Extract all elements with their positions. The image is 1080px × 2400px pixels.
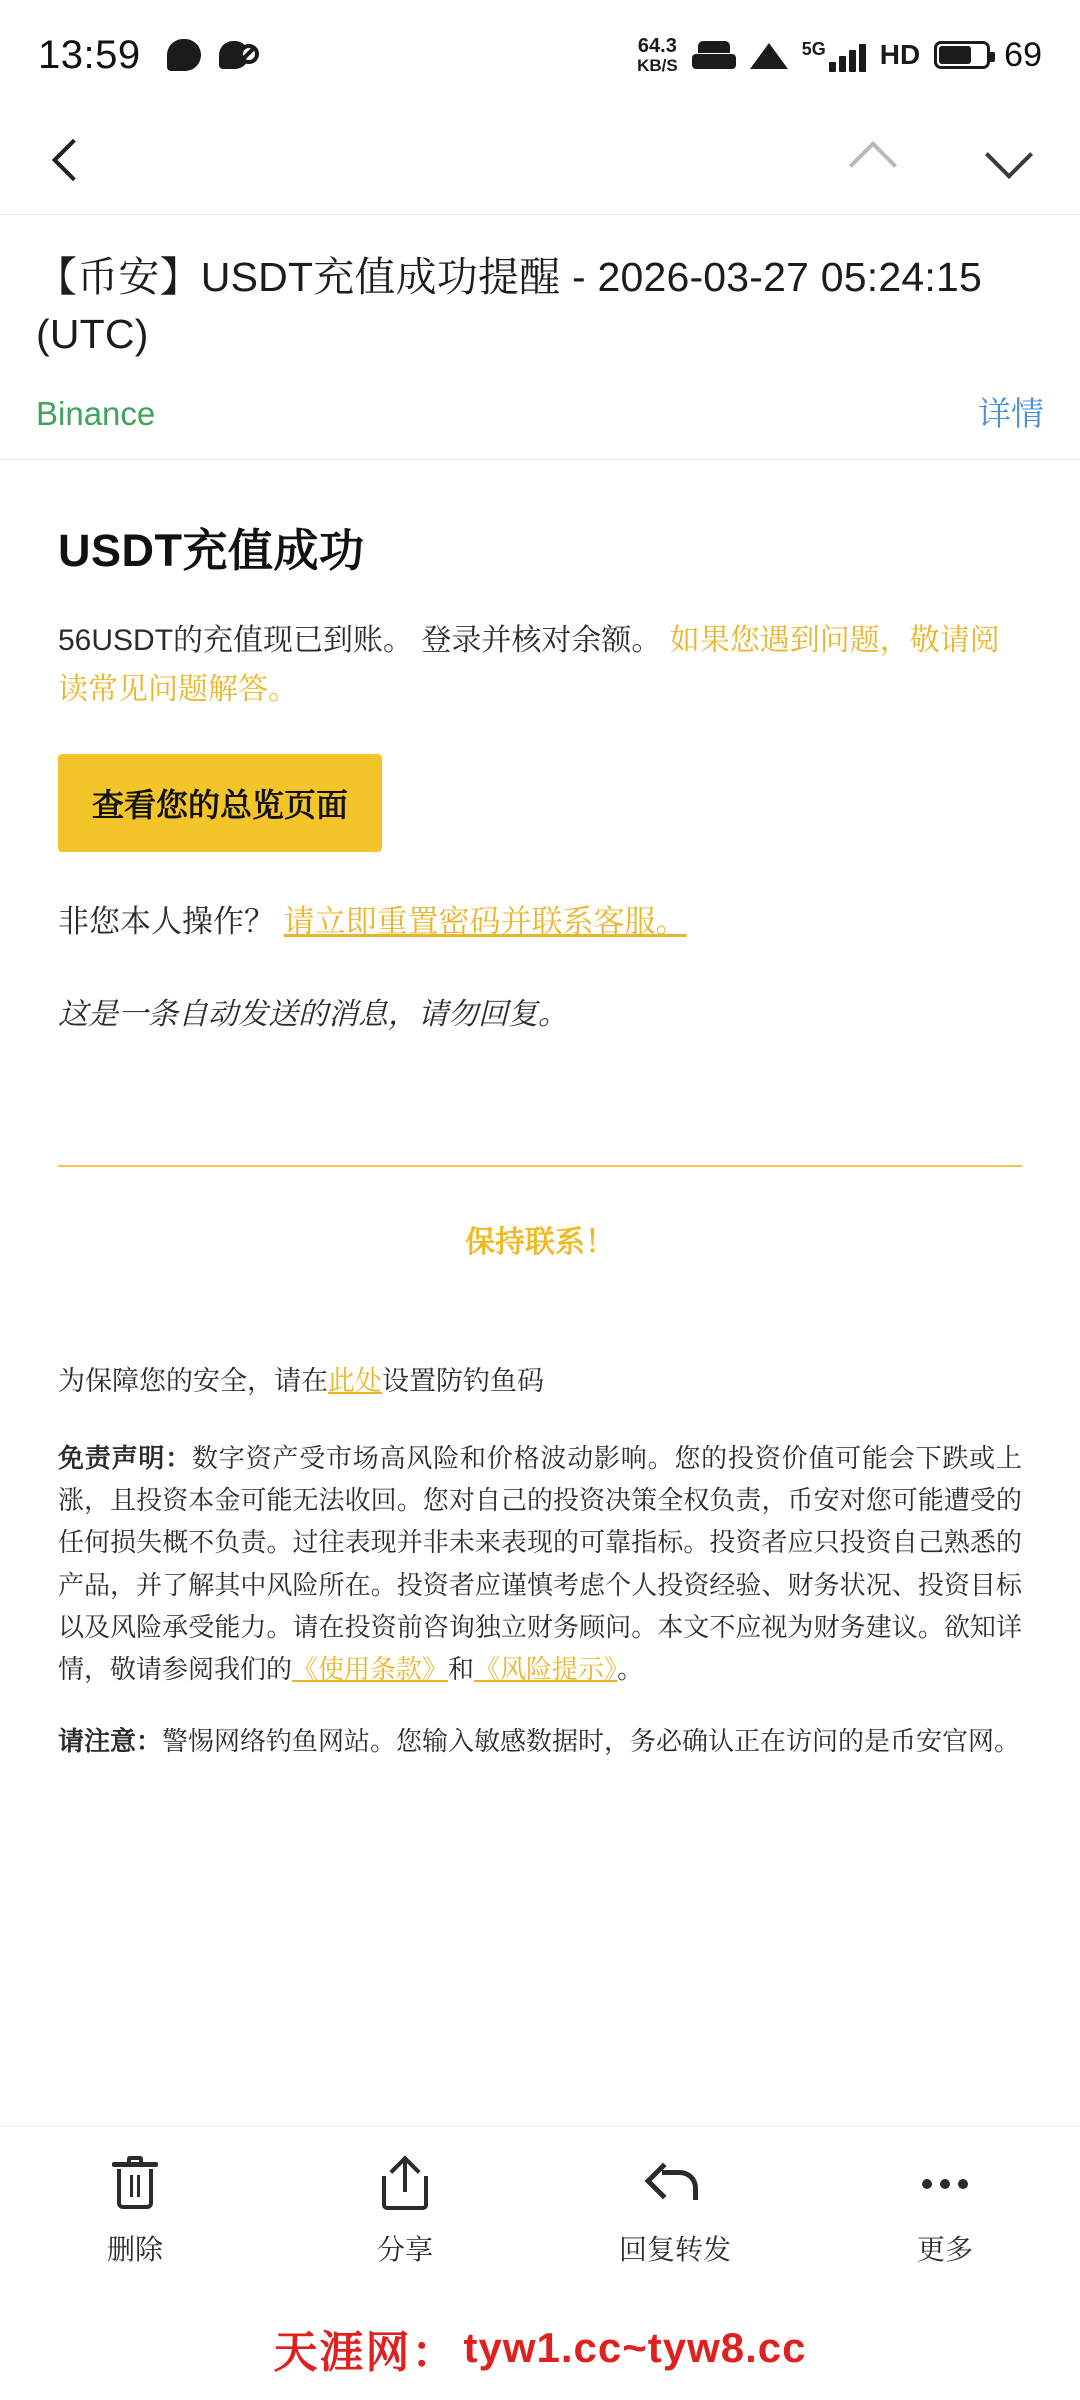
disclaimer-end: 。 — [617, 1653, 644, 1684]
network-speed-value: 64.3 — [637, 34, 677, 57]
network-speed-unit: KB/S — [637, 55, 678, 75]
status-notification-icons — [167, 38, 259, 72]
mute-notification-icon — [219, 38, 259, 72]
share-icon — [378, 2156, 432, 2212]
overview-cta-button[interactable]: 查看您的总览页面 — [58, 754, 382, 852]
more-icon — [918, 2156, 972, 2212]
battery-icon — [934, 41, 990, 69]
nav-bar — [0, 110, 1080, 215]
previous-mail-button[interactable] — [844, 142, 902, 182]
next-mail-button[interactable] — [980, 142, 1038, 182]
share-button[interactable] — [270, 2156, 540, 2268]
status-right-group — [637, 36, 1042, 75]
faq-link[interactable]: 如果您遇到问题，敬请阅读常见问题解答。 — [58, 624, 1000, 706]
anti-phishing-link[interactable]: 此处 — [328, 1366, 382, 1397]
hd-label: HD — [879, 39, 921, 70]
mail-header — [0, 215, 1080, 459]
section-divider — [58, 1165, 1022, 1167]
mail-subject: 【币安】USDT充值成功提醒 - 2026-03-27 05:24:15 (UTC) — [36, 254, 982, 357]
watermark — [0, 2296, 1080, 2400]
status-time: 13:59 — [38, 32, 141, 77]
deposit-text: 56USDT的充值现已到账。 登录并核对余额。 — [58, 624, 670, 658]
mail-sender[interactable]: Binance — [36, 395, 156, 433]
notice-text: 警惕网络钓鱼网站。您输入敏感数据时，务必确认正在访问的是币安官网。 — [162, 1725, 1021, 1756]
delete-label: 删除 — [106, 2233, 163, 2265]
battery-percent: 69 — [1004, 35, 1042, 74]
risk-warning-link[interactable]: 《风险提示》 — [474, 1653, 618, 1684]
reply-forward-button[interactable] — [540, 2156, 810, 2268]
car-mode-icon — [692, 41, 736, 69]
disclaimer-mid: 和 — [448, 1653, 475, 1684]
trash-icon — [108, 2156, 162, 2212]
share-label: 分享 — [376, 2233, 433, 2265]
mail-meta-row — [36, 388, 1044, 459]
body-title: USDT充值成功 — [58, 525, 365, 577]
mail-detail-link[interactable]: 详情 — [978, 395, 1044, 433]
not-you-text: 非您本人操作？ — [58, 904, 284, 940]
disclaimer-text: 数字资产受市场高风险和价格波动影响。您的投资价值可能会下跌或上涨，且投资本金可能无法收回。您对自己的投资决策全权负责，币安对您可能遭受的任何损失概不负责。过往表现并非未来表现的可靠指标。投资者应只投资自己熟悉的产品，并了解其中风险所在。投资者应谨慎考虑个人投资经验、财务状况、投资目标以及风险承受能力。请在投资前咨询独立财务顾问。本文不应视为财务建议。欲知详情，敬请参阅我们的 — [58, 1443, 1022, 1684]
bottom-toolbar — [0, 2126, 1080, 2296]
contact-support-link[interactable]: 并联系客服。 — [500, 904, 687, 940]
disclaimer-label: 免责声明： — [58, 1443, 192, 1474]
keep-in-touch-heading: 保持联系！ — [465, 1226, 615, 1260]
notice-paragraph — [58, 1720, 1022, 1762]
reply-forward-label: 回复转发 — [618, 2233, 731, 2265]
nav-right-group — [844, 142, 1038, 182]
more-label: 更多 — [916, 2233, 973, 2265]
reply-forward-icon — [648, 2156, 702, 2212]
watermark-url: tyw1.cc~tyw8.cc — [463, 2324, 807, 2371]
terms-of-use-link[interactable]: 《使用条款》 — [292, 1653, 449, 1684]
network-type-label: 5G — [801, 38, 826, 59]
notice-label: 请注意： — [58, 1725, 163, 1756]
watermark-brand: 天涯网： — [273, 2328, 458, 2377]
wifi-icon — [750, 41, 788, 69]
delete-button[interactable] — [0, 2156, 270, 2268]
back-button[interactable] — [42, 135, 96, 189]
more-button[interactable] — [810, 2156, 1080, 2268]
deposit-paragraph — [58, 617, 1022, 714]
anti-phishing-pre: 为保障您的安全，请在 — [58, 1366, 328, 1397]
reset-password-link[interactable]: 请立即重置密码 — [283, 904, 501, 940]
disclaimer-paragraph — [58, 1437, 1022, 1690]
not-you-line — [58, 896, 1022, 941]
anti-phishing-post: 设置防钓鱼码 — [382, 1366, 544, 1397]
status-bar — [0, 0, 1080, 110]
anti-phishing-note — [58, 1361, 1022, 1403]
auto-message-note: 这是一条自动发送的消息，请勿回复。 — [58, 998, 568, 1032]
cellular-signal-icon — [802, 39, 866, 72]
network-speed-indicator — [637, 36, 678, 75]
message-bubble-icon — [167, 39, 201, 71]
mail-body — [0, 460, 1080, 1762]
